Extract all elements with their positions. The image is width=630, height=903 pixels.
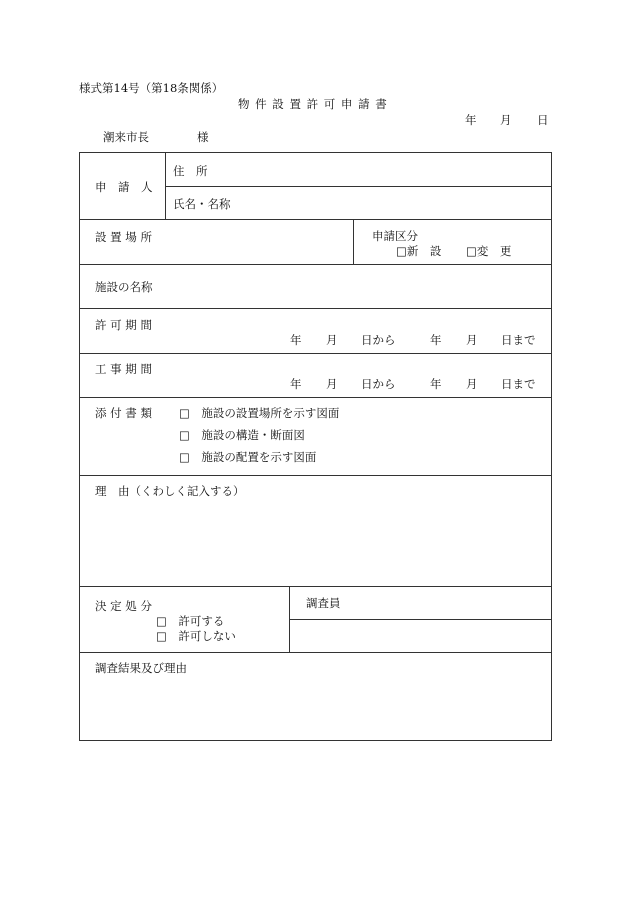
work-year1: 年 <box>290 377 302 391</box>
divider <box>80 652 552 653</box>
facility-name-label: 施設の名称 <box>95 280 153 294</box>
result-label: 調査結果及び理由 <box>95 661 187 675</box>
attachment-item[interactable]: □ 施設の構造・断面図 <box>179 428 305 442</box>
divider <box>80 219 552 220</box>
category-label: 申請区分 <box>372 229 418 243</box>
date-month-label: 月 <box>500 113 512 127</box>
permit-month1: 月 <box>326 333 338 347</box>
addressee: 潮来市長 <box>103 130 149 144</box>
attachments-label: 添 付 書 類 <box>95 406 152 420</box>
page-title: 物 件 設 置 許 可 申 請 書 <box>238 97 388 111</box>
divider <box>80 308 552 309</box>
divider <box>289 619 552 620</box>
category-new-checkbox[interactable]: □新 設 <box>396 244 442 258</box>
divider <box>80 397 552 398</box>
divider <box>165 186 552 187</box>
work-month2: 月 <box>466 377 478 391</box>
form-number: 様式第14号（第18条関係） <box>79 81 224 95</box>
location-label: 設 置 場 所 <box>95 230 152 244</box>
permit-until: 日まで <box>501 333 536 347</box>
address-label: 住 所 <box>173 164 208 178</box>
work-from: 日から <box>361 377 396 391</box>
permit-year2: 年 <box>430 333 442 347</box>
permit-from: 日から <box>361 333 396 347</box>
divider <box>80 586 552 587</box>
decision-deny-checkbox[interactable]: □ 許可しない <box>156 629 236 643</box>
divider <box>80 264 552 265</box>
date-year-label: 年 <box>465 113 477 127</box>
divider <box>80 475 552 476</box>
permit-month2: 月 <box>466 333 478 347</box>
work-period-label: 工 事 期 間 <box>95 362 152 376</box>
attachment-item[interactable]: □ 施設の設置場所を示す図面 <box>179 406 340 420</box>
date-day-label: 日 <box>537 113 549 127</box>
investigator-label: 調査員 <box>306 596 341 610</box>
attachment-item[interactable]: □ 施設の配置を示す図面 <box>179 450 317 464</box>
work-until: 日まで <box>501 377 536 391</box>
divider <box>289 586 290 652</box>
application-form-table <box>79 152 552 741</box>
applicant-label: 申 請 人 <box>95 180 153 194</box>
divider <box>80 353 552 354</box>
decision-label: 決 定 処 分 <box>95 599 152 613</box>
permit-year1: 年 <box>290 333 302 347</box>
divider <box>353 219 354 264</box>
decision-permit-checkbox[interactable]: □ 許可する <box>156 614 225 628</box>
category-change-checkbox[interactable]: □変 更 <box>466 244 512 258</box>
divider <box>165 153 166 219</box>
work-year2: 年 <box>430 377 442 391</box>
name-label: 氏名・名称 <box>173 197 231 211</box>
work-month1: 月 <box>326 377 338 391</box>
honorific: 様 <box>197 130 209 144</box>
reason-label: 理 由（くわしく記入する） <box>95 484 245 498</box>
permit-period-label: 許 可 期 間 <box>95 318 152 332</box>
